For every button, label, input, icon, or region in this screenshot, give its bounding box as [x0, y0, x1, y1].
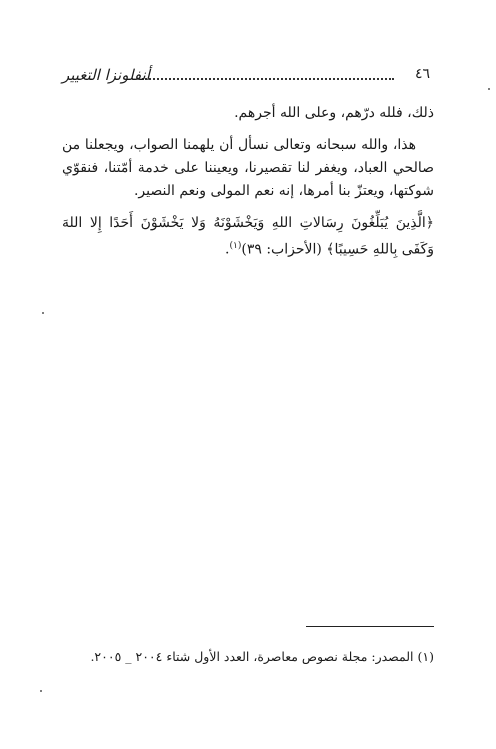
- running-title: أنفلونزا التغيير: [62, 66, 150, 84]
- paragraph-supplication: هذا، والله سبحانه وتعالى نسأل أن يلهمنا الصواب، ويجعلنا من صالحي العباد، ويغفر لنا تقصيرنا، ويعيننا على خدمة أمّتنا، فنقوّي شوكتها، ويعتزّ بنا أمرها، إنه نعم المولى ونعم النصير.: [62, 137, 434, 199]
- footnote-separator: [306, 626, 434, 627]
- page-number: ٤٦: [414, 66, 430, 82]
- footnote: (١) المصدر: مجلة نصوص معاصرة، العدد الأول شتاء ٢٠٠٤ _ ٢٠٠٥.: [90, 649, 434, 664]
- paragraph-quran-verse: [62, 212, 434, 262]
- verse-end-mark: .: [225, 241, 230, 258]
- header-dotted-leader: [142, 78, 394, 80]
- quran-verse-text: ﴿الَّذِينَ يُبَلِّغُونَ رِسَالاتِ اللهِ وَيَخْشَوْنَهُ وَلا يَخْشَوْنَ أَحَدًا إِلا اللهَ وَكَفَى بِاللهِ حَسِيبًا﴾: [62, 215, 434, 258]
- page-header: [62, 66, 434, 86]
- scan-speck: [40, 690, 42, 692]
- footnote-reference: (١): [229, 241, 242, 251]
- scan-speck: [42, 312, 44, 314]
- scan-speck: [488, 88, 490, 90]
- paragraph-closing-praise: ذلك، فلله درّهم، وعلى الله أجرهم.: [234, 105, 434, 121]
- body-text: [62, 102, 434, 271]
- verse-citation: (الأحزاب: ٣٩): [241, 241, 322, 258]
